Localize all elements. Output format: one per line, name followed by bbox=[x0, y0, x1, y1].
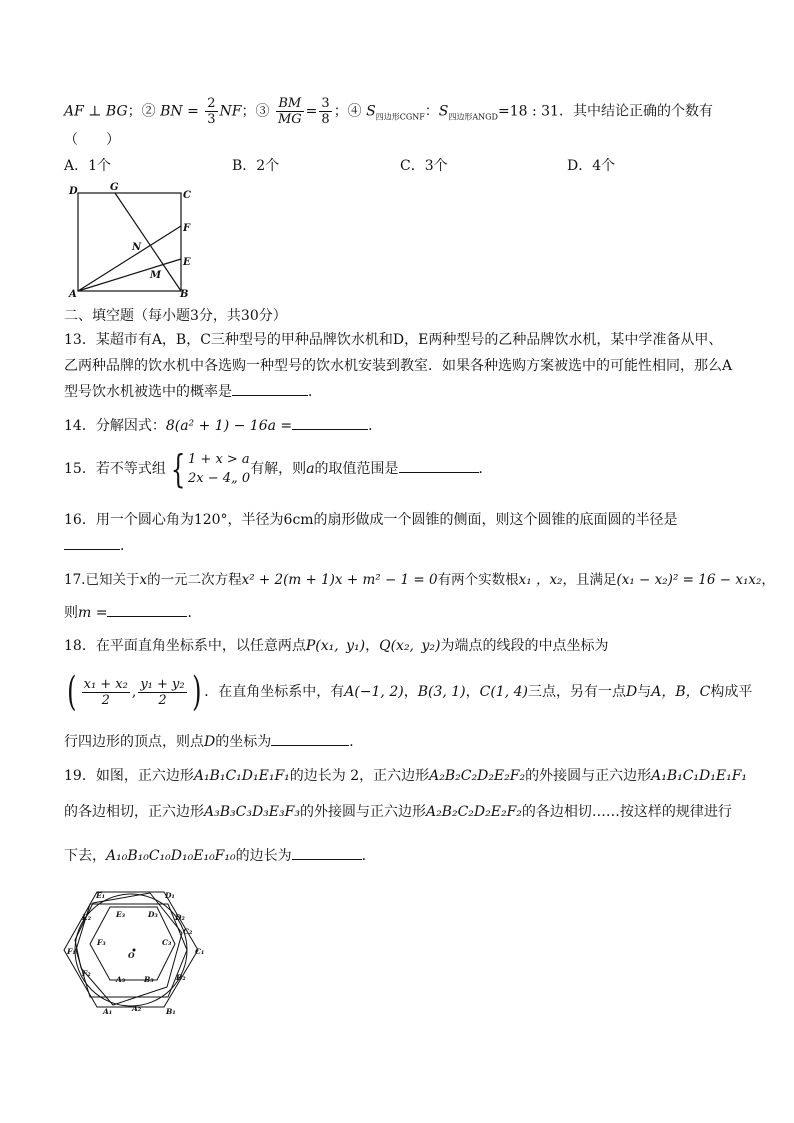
q15-line: 15．若不等式组 { 1 + x > a 2x − 4„ 0 有解，则a的取值范围是 ． bbox=[64, 447, 493, 491]
label-c2: C₂ bbox=[183, 927, 193, 936]
q12-af: AF bbox=[64, 103, 84, 120]
q12-s1-sub: 四边形CGNF bbox=[375, 112, 425, 122]
q16-answer-blank[interactable] bbox=[64, 537, 120, 550]
q15-answer-blank[interactable] bbox=[399, 460, 479, 473]
q12-bn: BN = bbox=[160, 103, 199, 120]
q12-tail: ．其中结论正确的个数有 bbox=[558, 103, 713, 120]
label-d1: D₁ bbox=[165, 891, 175, 900]
label-f: F bbox=[183, 223, 191, 234]
q18-mid-x: $\frac{\text{x₁ + x₂}}{2}$ bbox=[83, 676, 128, 708]
q12-option-d: D．4个 bbox=[567, 158, 616, 174]
q13-line1: 13．某超市有A，B，C三种型号的甲种品牌饮水机和D，E两种型号的乙种品牌饮水机，某中学准备从甲、 bbox=[64, 332, 723, 348]
q18-answer-blank[interactable] bbox=[271, 733, 349, 746]
q12-frac-3-8: $\frac{3}{8}$ bbox=[321, 96, 330, 127]
q12-s1: S bbox=[366, 103, 376, 120]
q18-line1: 18．在平面直角坐标系中，以任意两点P(x₁, y₁)，Q(x₂, y₂)为端点的线段的中点坐标为 bbox=[64, 638, 609, 654]
q12-frac-bm-mg: $\frac{BM}{MG}$ bbox=[277, 96, 302, 127]
label-d3: D₃ bbox=[148, 910, 158, 919]
q15-brace: { bbox=[170, 447, 186, 491]
q19-line1: 19．如图，正六边形A₁B₁C₁D₁E₁F₁的边长为 2，正六边形A₂B₂C₂D₂E₂F₂的外接圆与正六边形A₁B₁C₁D₁E₁F₁ bbox=[64, 768, 748, 784]
q12-sep2: ；③ bbox=[241, 103, 270, 120]
label-f2: F₂ bbox=[82, 969, 91, 978]
label-b3: B₃ bbox=[144, 975, 154, 984]
label-a3: A₃ bbox=[116, 975, 126, 984]
label-g: G bbox=[110, 182, 119, 193]
q14-expr: 8(a² + 1) − 16a = bbox=[165, 418, 293, 434]
hexagon-2 bbox=[75, 893, 182, 1005]
label-d: D bbox=[69, 186, 78, 197]
q13-answer-blank[interactable] bbox=[232, 383, 308, 396]
q17-equation: x² + 2(m + 1)x + m² − 1 = 0 bbox=[241, 572, 438, 588]
label-b2: B₂ bbox=[176, 973, 186, 982]
q19-line2: 的各边相切，正六边形A₃B₃C₃D₃E₃F₃的外接圆与正六边形A₂B₂C₂D₂E₂F₂的各边相切……按这样的规律进行 bbox=[64, 804, 732, 820]
label-b1: B₁ bbox=[166, 1007, 176, 1014]
label-e: E bbox=[183, 257, 191, 268]
label-f1: F₁ bbox=[67, 947, 76, 956]
q12-s2-sub: 四边形ANGD bbox=[448, 112, 498, 122]
label-b: B bbox=[180, 289, 189, 300]
q12-sep1: ；② bbox=[127, 103, 156, 120]
segment-ae bbox=[78, 259, 181, 291]
label-m: M bbox=[150, 270, 162, 281]
label-e3: E₃ bbox=[116, 910, 126, 919]
q19-answer-blank[interactable] bbox=[292, 847, 362, 860]
label-c: C bbox=[183, 190, 191, 201]
label-c1: C₁ bbox=[195, 947, 205, 956]
label-a1: A₁ bbox=[103, 1007, 113, 1014]
q19-figure bbox=[62, 884, 212, 1014]
q12-option-c: C．3个 bbox=[400, 158, 448, 174]
q14-line: 14．分解因式：8(a² + 1) − 16a = ． bbox=[64, 418, 383, 434]
label-e2: E₂ bbox=[82, 913, 92, 922]
label-n: N bbox=[132, 242, 142, 253]
q19-line3: 下去，A₁₀B₁₀C₁₀D₁₀E₁₀F₁₀的边长为 ． bbox=[64, 848, 376, 864]
q12-option-a: A．1个 bbox=[64, 158, 112, 174]
label-o: O bbox=[128, 951, 135, 960]
q12-s2: S bbox=[438, 103, 449, 120]
q17-line2: 则m = ． bbox=[64, 605, 202, 621]
q17-condition: (x₁ − x₂)² = 16 − x₁x₂ bbox=[616, 572, 762, 588]
q12-sep3: ；④ bbox=[333, 103, 362, 120]
section-2-title: 二、填空题（每小题3分，共30分） bbox=[64, 308, 287, 324]
q16-line2: ． bbox=[64, 536, 134, 556]
q18-mid-y: $\frac{\text{y₁ + y₂}}{2}$ bbox=[140, 676, 185, 708]
q12-nf: NF bbox=[219, 103, 242, 120]
segment-af bbox=[78, 226, 181, 291]
q14-answer-blank[interactable] bbox=[292, 417, 368, 430]
q12-figure bbox=[66, 180, 196, 300]
q12-eq3: = bbox=[305, 103, 318, 120]
square-abcd bbox=[78, 193, 181, 291]
label-c3: C₃ bbox=[162, 938, 172, 947]
q15-system: 1 + x > a 2x − 4„ 0 bbox=[188, 452, 251, 486]
circumcircle-2 bbox=[75, 894, 187, 1006]
q16-line1: 16．用一个圆心角为120°，半径为6cm的扇形做成一个圆锥的侧面，则这个圆锥的底面圆的半径是 bbox=[64, 512, 678, 528]
q17-line1: 17.已知关于x的一元二次方程x² + 2(m + 1)x + m² − 1 = 0有两个实数根x₁ ，x₂，且满足(x₁ − x₂)² = 16 − x₁x₂， bbox=[64, 572, 775, 588]
q13-line3: 型号饮水机被选中的概率是 ． bbox=[64, 384, 322, 400]
q12-ratio: =18 : 31 bbox=[497, 103, 559, 120]
q12-frac-2-3: $\frac{2}{3}$ bbox=[207, 96, 216, 127]
label-f3: F₃ bbox=[97, 938, 106, 947]
q12-perp: ⊥ bbox=[88, 103, 102, 120]
label-e1: E₁ bbox=[96, 891, 106, 900]
q12-option-b: B．2个 bbox=[232, 158, 280, 174]
q12-colon: ： bbox=[424, 103, 439, 120]
q18-line2: ( $\frac{\text{x₁ + x₂}}{2}$ , $\frac{\text{y₁ + y₂}}{2}$ ) ．在直角坐标系中，有A(−1, 2)，B(3, 1)，C(1, 4)三点，另有一点D与A，B，C构成平 bbox=[67, 669, 753, 715]
q12-conditions bbox=[64, 96, 713, 127]
q12-paren: （ ） bbox=[64, 132, 120, 148]
q12-bg: BG bbox=[105, 103, 128, 120]
label-a: A bbox=[69, 289, 77, 300]
label-d2: D₂ bbox=[175, 913, 185, 922]
label-a2: A₂ bbox=[132, 1004, 142, 1013]
q13-line2: 乙两种品牌的饮水机中各选购一种型号的饮水机安装到教室．如果各种选购方案被选中的可能性相同，那么A bbox=[64, 358, 733, 374]
q17-answer-blank[interactable] bbox=[107, 604, 187, 617]
q18-line3: 行四边形的顶点，则点D的坐标为 ． bbox=[64, 734, 364, 750]
